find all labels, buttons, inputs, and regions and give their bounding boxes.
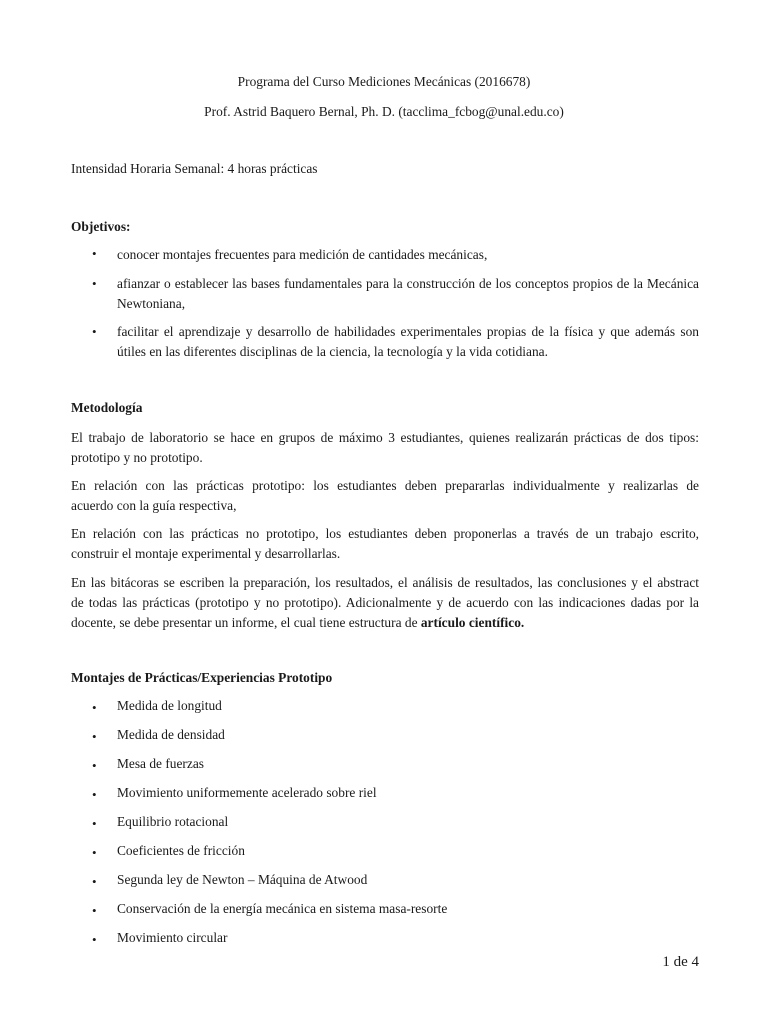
prototype-item: Segunda ley de Newton – Máquina de Atwood: [117, 872, 368, 887]
bullet-icon: •: [92, 787, 97, 802]
paragraph-line: En las bitácoras se escriben la preparación, los resultados, el análisis de resultados, las conclusiones y el abstract: [71, 575, 699, 590]
objective-item: facilitar el aprendizaje y desarrollo de habilidades experimentales propias de la física y que además son útiles en las diferentes disciplinas de la ciencia, la tecnología y la vida cotidiana.: [117, 324, 699, 359]
paragraph-line: de todas las prácticas (prototipo y no prototipo). Adicionalmente y de acuerdo con las indicaciones dadas por la: [71, 595, 699, 610]
prototype-item: Medida de longitud: [117, 698, 222, 713]
bullet-icon: •: [92, 932, 97, 947]
paragraph-line: El trabajo de laboratorio se hace en grupos de máximo 3 estudiantes, quienes realizarán prácticas de dos tipos:: [71, 430, 699, 445]
weekly-intensity: Intensidad Horaria Semanal: 4 horas prácticas: [71, 161, 318, 176]
bullet-icon: •: [92, 729, 97, 744]
bullet-icon: •: [92, 276, 97, 291]
scientific-article-emphasis: artículo científico.: [420, 615, 525, 630]
methodology-paragraph-2: [71, 476, 699, 516]
prototype-item: Movimiento uniformemente acelerado sobre riel: [117, 785, 377, 800]
prototype-item: Coeficientes de fricción: [117, 843, 245, 858]
course-title: Programa del Curso Mediciones Mecánicas (2016678): [237, 74, 531, 89]
paragraph-line: construir el montaje experimental y desarrollarlas.: [71, 546, 341, 561]
bullet-icon: •: [92, 246, 97, 261]
prototype-item: Mesa de fuerzas: [117, 756, 204, 771]
paragraph-line: En relación con las prácticas no prototipo, los estudiantes deben proponerlas a través de un trabajo escrito,: [71, 526, 699, 541]
paragraph-line: acuerdo con la guía respectiva,: [71, 498, 237, 513]
methodology-paragraph-1: [71, 428, 699, 468]
paragraph-text: docente, se debe presentar un informe, el cual tiene estructura de: [71, 615, 421, 630]
prototype-item: Movimiento circular: [117, 930, 228, 945]
paragraph-line: En relación con las prácticas prototipo: los estudiantes deben prepararlas individualmente y realizarlas de: [71, 478, 699, 493]
paragraph-line: prototipo y no prototipo.: [71, 450, 203, 465]
objectives-heading: Objetivos:: [71, 219, 131, 234]
prototype-item: Conservación de la energía mecánica en sistema masa-resorte: [117, 901, 448, 916]
professor-line: Prof. Astrid Baquero Bernal, Ph. D. (tacclima_fcbog@unal.edu.co): [204, 104, 564, 119]
bullet-icon: •: [92, 700, 97, 715]
prototypes-heading: Montajes de Prácticas/Experiencias Prototipo: [71, 670, 333, 685]
paragraph-line: [71, 613, 699, 633]
bullet-icon: •: [92, 874, 97, 889]
bullet-icon: •: [92, 816, 97, 831]
prototype-item: Medida de densidad: [117, 727, 225, 742]
bullet-icon: •: [92, 903, 97, 918]
objective-item: afianzar o establecer las bases fundamentales para la construcción de los conceptos propios de la Mecánica Newtoniana,: [117, 276, 699, 311]
bullet-icon: •: [92, 324, 97, 339]
methodology-paragraph-4: [71, 573, 699, 633]
bullet-icon: •: [92, 845, 97, 860]
page-number: 1 de 4: [662, 954, 699, 970]
objective-item: conocer montajes frecuentes para medición de cantidades mecánicas,: [117, 247, 488, 262]
methodology-heading: Metodología: [71, 400, 143, 415]
prototype-item: Equilibrio rotacional: [117, 814, 229, 829]
methodology-paragraph-3: [71, 524, 699, 564]
bullet-icon: •: [92, 758, 97, 773]
